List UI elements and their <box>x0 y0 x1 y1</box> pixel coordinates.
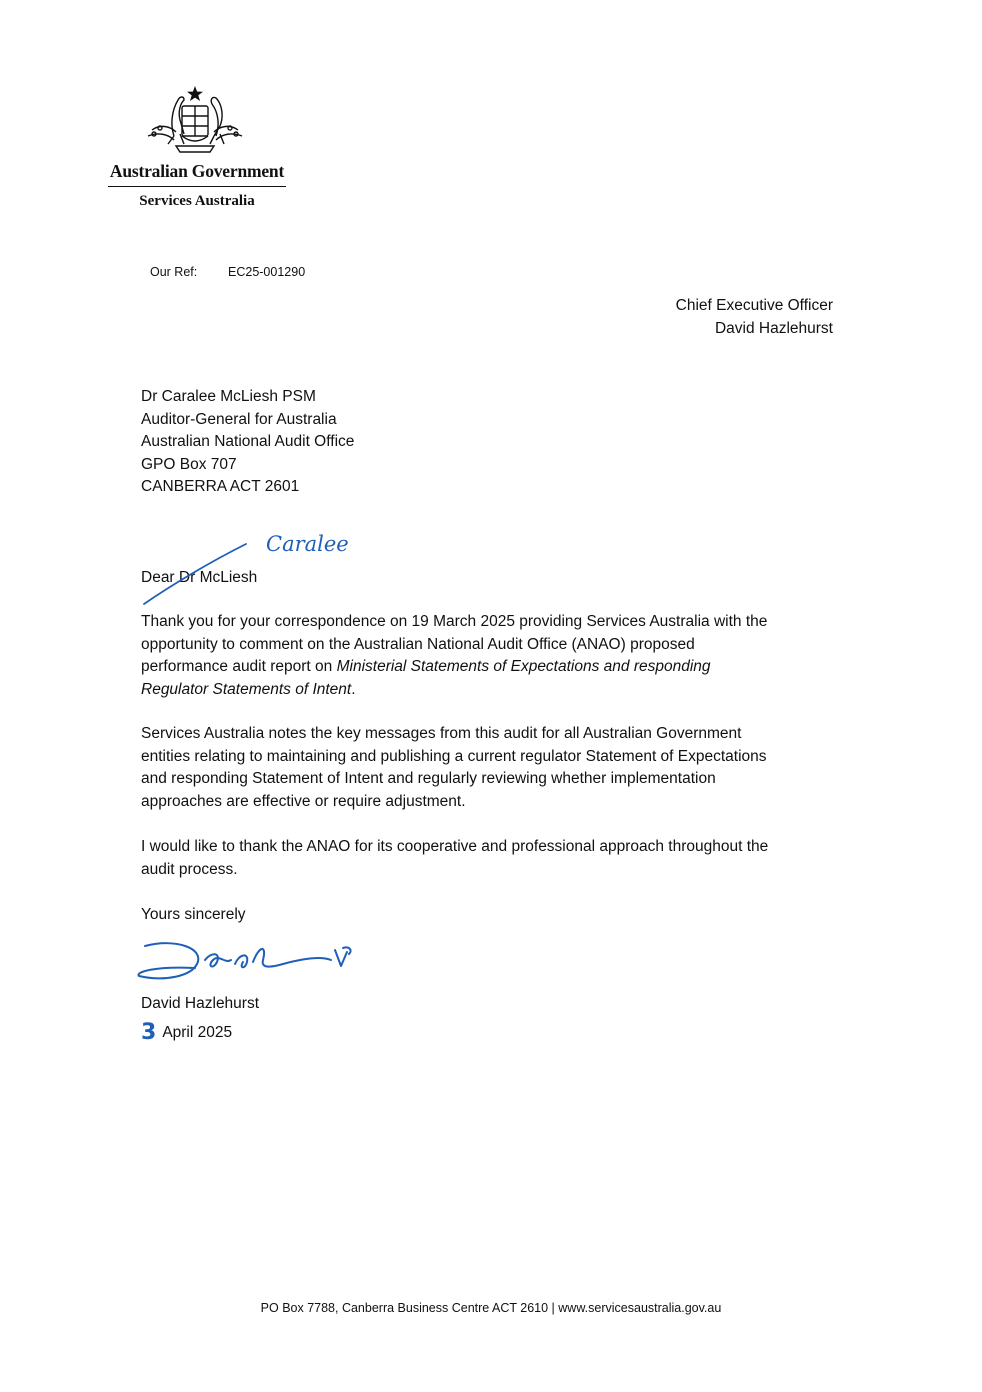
paragraph-line: entities relating to maintaining and publishing a current regulator Statement of Expectations <box>141 747 767 765</box>
closing: Yours sincerely <box>141 906 246 923</box>
signer-name: David Hazlehurst <box>141 995 260 1012</box>
sender-title: Chief Executive Officer <box>675 297 833 314</box>
paragraph-line: approaches are effective or require adjustment. <box>141 792 466 810</box>
handwritten-strikethrough <box>140 540 250 606</box>
reference-label: Our Ref: <box>150 265 198 279</box>
address-line: CANBERRA ACT 2601 <box>141 478 300 495</box>
department-name: Services Australia <box>139 193 255 209</box>
handwritten-first-name: Caralee <box>266 532 349 556</box>
paragraph-line: Thank you for your correspondence on 19 March 2025 providing Services Australia with the <box>141 613 768 630</box>
report-title: Ministerial Statements of Expectations and responding <box>336 658 711 675</box>
paragraph-line <box>141 679 767 702</box>
paragraph-line <box>141 656 767 679</box>
report-title: Regulator Statements of Intent <box>141 680 352 698</box>
government-wordmark: Australian Government <box>109 161 285 181</box>
sender-name: David Hazlehurst <box>714 319 833 337</box>
letter-date <box>141 1022 232 1045</box>
footer: PO Box 7788, Canberra Business Centre ACT 2610 | www.servicesaustralia.gov.au <box>260 1301 722 1315</box>
paragraph-line: Services Australia notes the key messages from this audit for all Australian Government <box>141 725 742 742</box>
paragraph-line: I would like to thank the ANAO for its cooperative and professional approach throughout the <box>141 838 769 855</box>
paragraph-line: audit process. <box>141 860 238 878</box>
body-paragraph-3 <box>141 836 768 881</box>
paragraph-text: performance audit report on <box>141 658 337 675</box>
address-line: Australian National Audit Office <box>141 433 355 450</box>
handwritten-day: 3 <box>141 1020 157 1045</box>
address-line: Dr Caralee McLiesh PSM <box>141 388 316 405</box>
address-line: Auditor-General for Australia <box>141 410 337 428</box>
sender-block <box>676 295 833 340</box>
reference-value: EC25-001290 <box>228 265 306 279</box>
signature-icon <box>135 938 360 988</box>
paragraph-text: . <box>351 680 356 698</box>
salutation: Dear Dr McLiesh <box>141 569 258 586</box>
body-paragraph-1 <box>141 611 767 701</box>
paragraph-line: opportunity to comment on the Australian National Audit Office (ANAO) proposed <box>141 635 695 653</box>
recipient-address <box>141 386 354 499</box>
address-line: GPO Box 707 <box>141 455 237 473</box>
date-text: April 2025 <box>162 1024 233 1041</box>
body-paragraph-2 <box>141 723 767 813</box>
paragraph-line: and responding Statement of Intent and regularly reviewing whether implementation <box>141 770 716 787</box>
coat-of-arms-icon <box>140 86 250 160</box>
letterhead-divider <box>108 186 286 187</box>
